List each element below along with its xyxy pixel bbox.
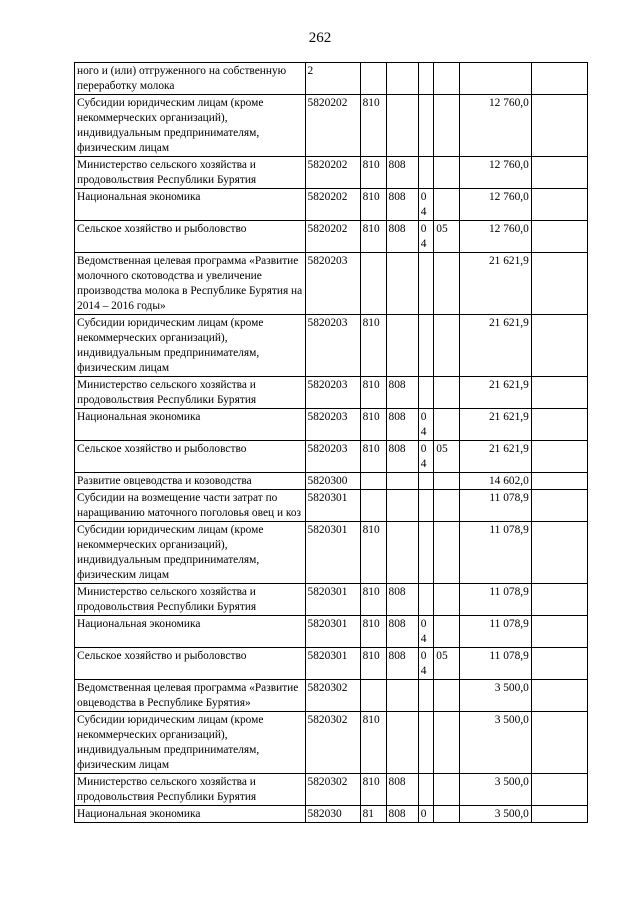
table-body — [75, 63, 588, 823]
row-amount-cell: 14 602,0 — [460, 473, 532, 490]
row-section-cell — [418, 253, 434, 315]
row-expense-type-cell — [360, 490, 386, 522]
row-subsection-cell — [434, 189, 460, 221]
row-expense-type-cell: 810 — [360, 315, 386, 377]
row-name-cell: ного и (или) отгруженного на собственную переработку молока — [75, 63, 306, 95]
row-name-cell: Развитие овцеводства и козоводства — [75, 473, 306, 490]
row-code-cell: 5820300 — [305, 473, 360, 490]
row-ministry-cell: 808 — [386, 774, 418, 806]
row-code-cell: 582030 — [305, 806, 360, 823]
row-code-cell: 5820203 — [305, 441, 360, 473]
row-expense-type-cell: 810 — [360, 189, 386, 221]
row-expense-type-cell: 810 — [360, 616, 386, 648]
row-code-cell: 5820302 — [305, 680, 360, 712]
table-row — [75, 157, 588, 189]
row-code-cell: 2 — [305, 63, 360, 95]
row-amount-cell: 3 500,0 — [460, 774, 532, 806]
row-amount-cell: 12 760,0 — [460, 157, 532, 189]
row-ministry-cell — [386, 522, 418, 584]
row-amount-cell: 21 621,9 — [460, 253, 532, 315]
row-extra-cell — [531, 63, 587, 95]
row-amount-cell: 12 760,0 — [460, 189, 532, 221]
row-expense-type-cell: 810 — [360, 522, 386, 584]
row-name-cell: Национальная экономика — [75, 616, 306, 648]
row-amount-cell: 21 621,9 — [460, 409, 532, 441]
row-amount-cell: 11 078,9 — [460, 648, 532, 680]
row-expense-type-cell: 81 — [360, 806, 386, 823]
row-ministry-cell: 808 — [386, 409, 418, 441]
row-name-cell: Сельское хозяйство и рыболовство — [75, 648, 306, 680]
row-name-cell: Национальная экономика — [75, 189, 306, 221]
row-name-cell: Министерство сельского хозяйства и продовольствия Республики Бурятия — [75, 774, 306, 806]
row-subsection-cell: 05 — [434, 221, 460, 253]
row-expense-type-cell: 810 — [360, 774, 386, 806]
row-code-cell: 5820203 — [305, 253, 360, 315]
row-section-cell — [418, 473, 434, 490]
table-row — [75, 377, 588, 409]
row-name-cell: Субсидии юридическим лицам (кроме некоммерческих организаций), индивидуальным предпринимателям, физическим лицам — [75, 315, 306, 377]
row-subsection-cell — [434, 712, 460, 774]
row-section-cell — [418, 584, 434, 616]
row-amount-cell: 3 500,0 — [460, 806, 532, 823]
row-subsection-cell — [434, 377, 460, 409]
row-amount-cell: 21 621,9 — [460, 315, 532, 377]
row-section-cell — [418, 712, 434, 774]
row-code-cell: 5820301 — [305, 584, 360, 616]
row-section-cell: 04 — [418, 616, 434, 648]
table-row — [75, 189, 588, 221]
row-section-cell — [418, 157, 434, 189]
row-code-cell: 5820202 — [305, 221, 360, 253]
row-amount-cell: 11 078,9 — [460, 584, 532, 616]
row-expense-type-cell — [360, 63, 386, 95]
row-section-cell: 04 — [418, 189, 434, 221]
table-row — [75, 315, 588, 377]
row-ministry-cell: 808 — [386, 157, 418, 189]
row-extra-cell — [531, 774, 587, 806]
row-section-cell — [418, 680, 434, 712]
row-name-cell: Субсидии юридическим лицам (кроме некоммерческих организаций), индивидуальным предпринимателям, физическим лицам — [75, 712, 306, 774]
table-row — [75, 680, 588, 712]
row-code-cell: 5820203 — [305, 409, 360, 441]
row-name-cell: Национальная экономика — [75, 806, 306, 823]
row-amount-cell: 21 621,9 — [460, 441, 532, 473]
row-subsection-cell: 05 — [434, 648, 460, 680]
row-extra-cell — [531, 189, 587, 221]
row-amount-cell: 11 078,9 — [460, 490, 532, 522]
row-amount-cell — [460, 63, 532, 95]
row-extra-cell — [531, 648, 587, 680]
row-name-cell: Министерство сельского хозяйства и продовольствия Республики Бурятия — [75, 584, 306, 616]
row-extra-cell — [531, 377, 587, 409]
row-expense-type-cell: 810 — [360, 409, 386, 441]
row-ministry-cell — [386, 315, 418, 377]
row-extra-cell — [531, 584, 587, 616]
row-subsection-cell — [434, 774, 460, 806]
table-row — [75, 712, 588, 774]
row-section-cell — [418, 63, 434, 95]
row-code-cell: 5820301 — [305, 522, 360, 584]
row-section-cell — [418, 774, 434, 806]
row-amount-cell: 12 760,0 — [460, 221, 532, 253]
page-number: 262 — [308, 30, 332, 46]
table-row — [75, 441, 588, 473]
row-subsection-cell — [434, 616, 460, 648]
row-amount-cell: 12 760,0 — [460, 95, 532, 157]
row-section-cell — [418, 95, 434, 157]
row-ministry-cell: 808 — [386, 648, 418, 680]
row-name-cell: Субсидии юридическим лицам (кроме некоммерческих организаций), индивидуальным предпринимателям, физическим лицам — [75, 95, 306, 157]
row-amount-cell: 3 500,0 — [460, 712, 532, 774]
row-expense-type-cell: 810 — [360, 95, 386, 157]
table-row — [75, 490, 588, 522]
row-name-cell: Ведомственная целевая программа «Развитие овцеводства в Республике Бурятия» — [75, 680, 306, 712]
row-section-cell — [418, 490, 434, 522]
row-ministry-cell — [386, 473, 418, 490]
row-code-cell: 5820301 — [305, 648, 360, 680]
table-row — [75, 806, 588, 823]
row-amount-cell: 21 621,9 — [460, 377, 532, 409]
row-subsection-cell — [434, 253, 460, 315]
row-name-cell: Национальная экономика — [75, 409, 306, 441]
row-section-cell: 04 — [418, 441, 434, 473]
row-amount-cell: 11 078,9 — [460, 522, 532, 584]
row-name-cell: Министерство сельского хозяйства и продовольствия Республики Бурятия — [75, 157, 306, 189]
row-ministry-cell: 808 — [386, 806, 418, 823]
table-row — [75, 253, 588, 315]
row-subsection-cell — [434, 315, 460, 377]
row-extra-cell — [531, 253, 587, 315]
row-subsection-cell — [434, 473, 460, 490]
row-ministry-cell: 808 — [386, 441, 418, 473]
row-subsection-cell — [434, 157, 460, 189]
row-ministry-cell — [386, 95, 418, 157]
row-name-cell: Ведомственная целевая программа «Развитие молочного скотоводства и увеличение производства молока в Республике Бурятия на 2014 – 2016 годы» — [75, 253, 306, 315]
table-row — [75, 221, 588, 253]
row-section-cell: 04 — [418, 221, 434, 253]
row-extra-cell — [531, 680, 587, 712]
row-section-cell: 0 — [418, 806, 434, 823]
row-section-cell: 04 — [418, 648, 434, 680]
row-extra-cell — [531, 522, 587, 584]
row-code-cell: 5820202 — [305, 95, 360, 157]
row-expense-type-cell — [360, 473, 386, 490]
row-ministry-cell: 808 — [386, 584, 418, 616]
row-code-cell: 5820202 — [305, 189, 360, 221]
row-expense-type-cell: 810 — [360, 712, 386, 774]
row-code-cell: 5820203 — [305, 377, 360, 409]
row-extra-cell — [531, 490, 587, 522]
row-extra-cell — [531, 441, 587, 473]
row-name-cell: Министерство сельского хозяйства и продовольствия Республики Бурятия — [75, 377, 306, 409]
table-row — [75, 95, 588, 157]
row-section-cell: 04 — [418, 409, 434, 441]
row-ministry-cell: 808 — [386, 221, 418, 253]
row-name-cell: Сельское хозяйство и рыболовство — [75, 221, 306, 253]
row-code-cell: 5820301 — [305, 490, 360, 522]
table-row — [75, 774, 588, 806]
row-extra-cell — [531, 221, 587, 253]
row-extra-cell — [531, 806, 587, 823]
row-code-cell: 5820302 — [305, 712, 360, 774]
row-extra-cell — [531, 473, 587, 490]
row-extra-cell — [531, 616, 587, 648]
row-extra-cell — [531, 712, 587, 774]
row-amount-cell: 11 078,9 — [460, 616, 532, 648]
row-ministry-cell — [386, 490, 418, 522]
row-name-cell: Сельское хозяйство и рыболовство — [75, 441, 306, 473]
row-subsection-cell — [434, 95, 460, 157]
row-ministry-cell — [386, 63, 418, 95]
row-ministry-cell: 808 — [386, 189, 418, 221]
table-row — [75, 616, 588, 648]
row-expense-type-cell: 810 — [360, 377, 386, 409]
table-row — [75, 473, 588, 490]
row-code-cell: 5820202 — [305, 157, 360, 189]
row-ministry-cell — [386, 680, 418, 712]
row-section-cell — [418, 315, 434, 377]
row-section-cell — [418, 377, 434, 409]
row-section-cell — [418, 522, 434, 584]
row-expense-type-cell: 810 — [360, 441, 386, 473]
row-ministry-cell: 808 — [386, 377, 418, 409]
row-subsection-cell — [434, 63, 460, 95]
table-row — [75, 63, 588, 95]
row-code-cell: 5820302 — [305, 774, 360, 806]
row-extra-cell — [531, 409, 587, 441]
row-extra-cell — [531, 315, 587, 377]
row-expense-type-cell — [360, 680, 386, 712]
table-row — [75, 522, 588, 584]
table-row — [75, 648, 588, 680]
row-extra-cell — [531, 157, 587, 189]
row-subsection-cell — [434, 806, 460, 823]
row-code-cell: 5820301 — [305, 616, 360, 648]
row-subsection-cell — [434, 522, 460, 584]
row-subsection-cell — [434, 490, 460, 522]
row-name-cell: Субсидии на возмещение части затрат по наращиванию маточного поголовья овец и коз — [75, 490, 306, 522]
row-ministry-cell: 808 — [386, 616, 418, 648]
table-row — [75, 409, 588, 441]
row-expense-type-cell: 810 — [360, 157, 386, 189]
row-subsection-cell: 05 — [434, 441, 460, 473]
row-expense-type-cell — [360, 253, 386, 315]
row-expense-type-cell: 810 — [360, 221, 386, 253]
row-ministry-cell — [386, 712, 418, 774]
row-code-cell: 5820203 — [305, 315, 360, 377]
table-row — [75, 584, 588, 616]
row-subsection-cell — [434, 584, 460, 616]
row-name-cell: Субсидии юридическим лицам (кроме некоммерческих организаций), индивидуальным предпринимателям, физическим лицам — [75, 522, 306, 584]
row-expense-type-cell: 810 — [360, 584, 386, 616]
row-ministry-cell — [386, 253, 418, 315]
row-extra-cell — [531, 95, 587, 157]
row-amount-cell: 3 500,0 — [460, 680, 532, 712]
budget-table — [74, 62, 588, 823]
row-expense-type-cell: 810 — [360, 648, 386, 680]
row-subsection-cell — [434, 409, 460, 441]
row-subsection-cell — [434, 680, 460, 712]
